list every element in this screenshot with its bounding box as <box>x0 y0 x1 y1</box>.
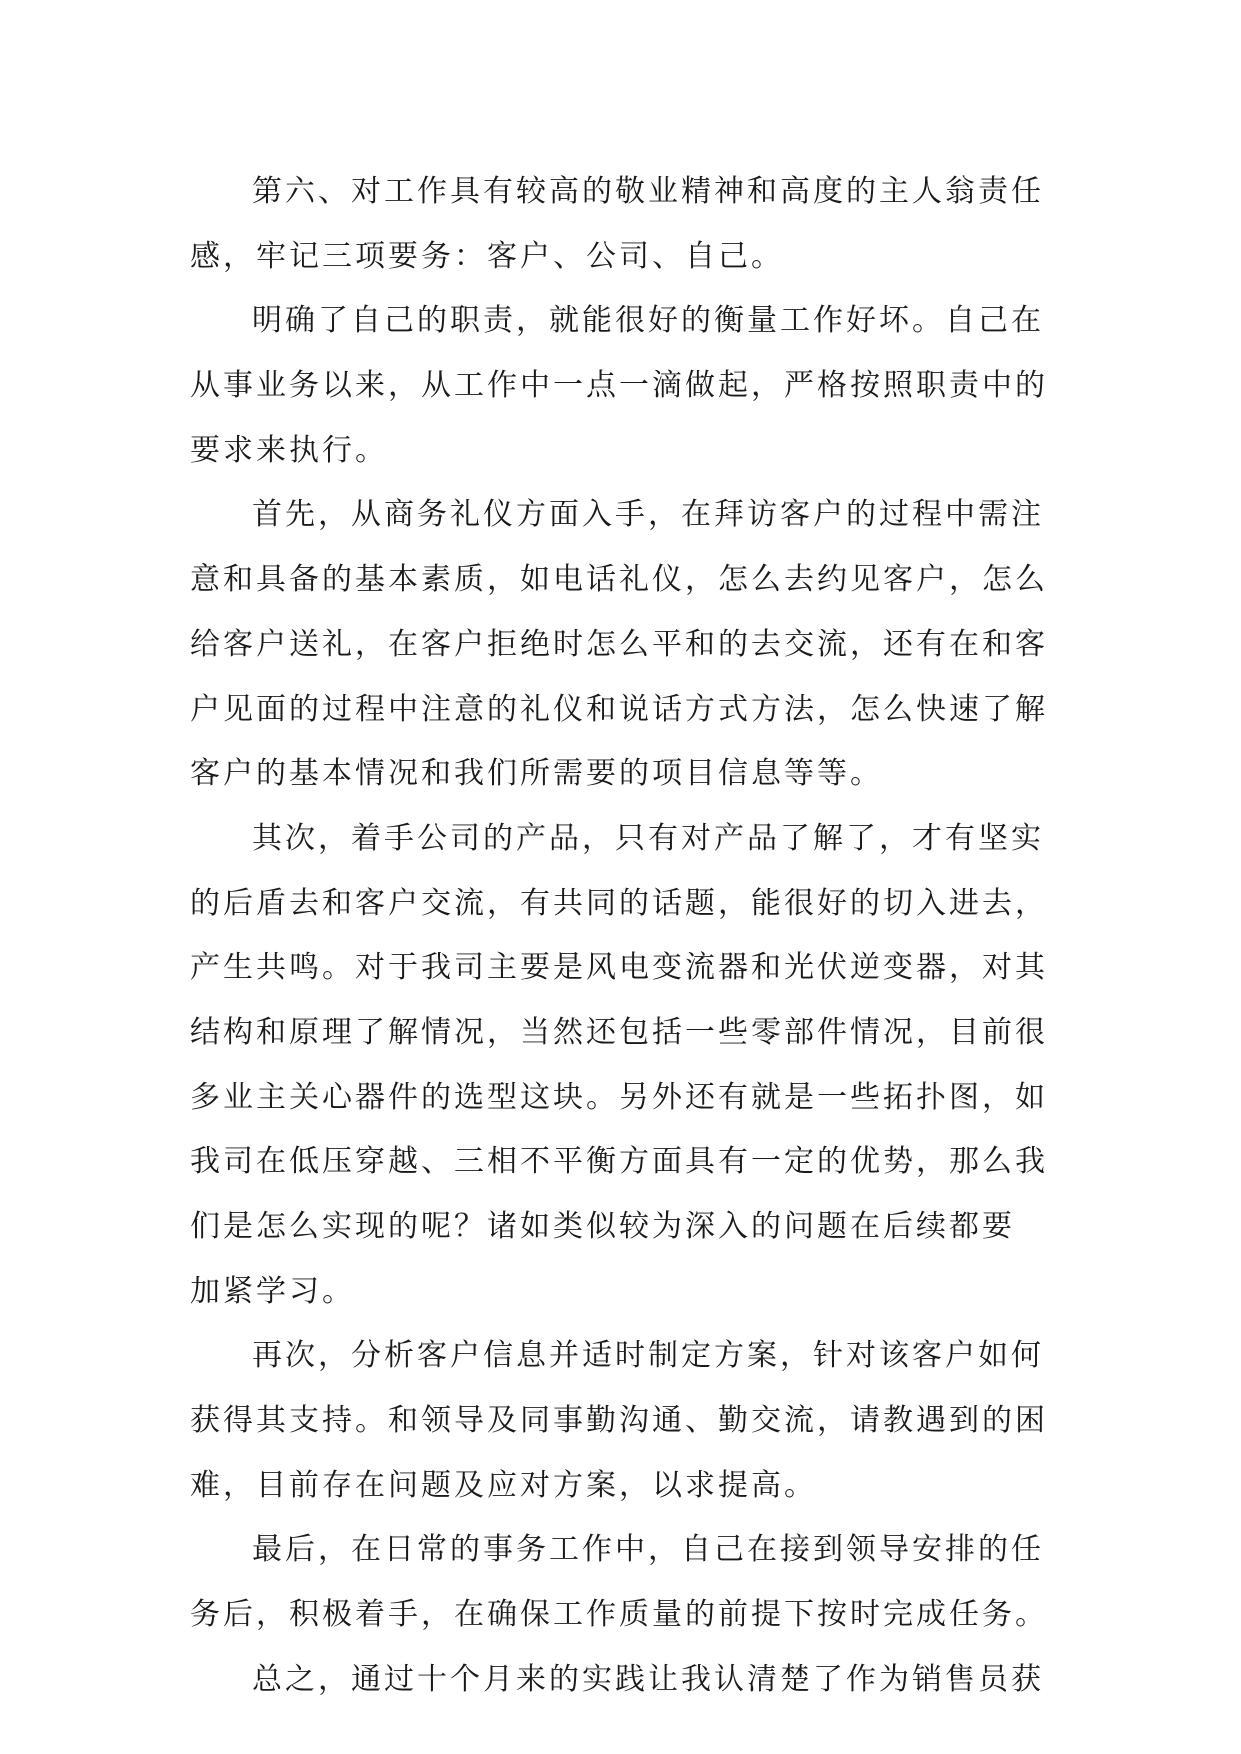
text-line: 再次，分析客户信息并适时制定方案，针对该客户如何 <box>252 1338 1044 1374</box>
paragraph <box>190 1648 1070 1713</box>
text-line: 的后盾去和客户交流，有共同的话题，能很好的切入进去， <box>190 885 1048 921</box>
text-line: 从事业务以来，从工作中一点一滴做起，严格按照职责中的 <box>190 368 1048 404</box>
paragraph <box>190 1324 1070 1518</box>
text-line: 第六、对工作具有较高的敬业精神和高度的主人翁责任 <box>252 174 1044 209</box>
text-line: 其次，着手公司的产品，只有对产品了解了，才有坚实 <box>252 820 1044 856</box>
paragraph <box>190 483 1070 806</box>
text-line: 总之，通过十个月来的实践让我认清楚了作为销售员获 <box>252 1661 1044 1697</box>
paragraph <box>190 289 1070 483</box>
text-line: 感，牢记三项要务：客户、公司、自己。 <box>190 238 784 274</box>
text-line: 意和具备的基本素质，如电话礼仪，怎么去约见客户，怎么 <box>190 562 1048 598</box>
text-line: 首先，从商务礼仪方面入手，在拜访客户的过程中需注 <box>252 497 1044 533</box>
text-line: 务后，积极着手，在确保工作质量的前提下按时完成任务。 <box>190 1597 1048 1633</box>
text-line: 最后，在日常的事务工作中，自己在接到领导安排的任 <box>252 1532 1044 1568</box>
text-line: 给客户送礼，在客户拒绝时怎么平和的去交流，还有在和客 <box>190 626 1048 662</box>
text-line: 获得其支持。和领导及同事勤沟通、勤交流，请教遇到的困 <box>190 1403 1048 1439</box>
text-line: 难，目前存在问题及应对方案，以求提高。 <box>190 1467 817 1503</box>
text-line: 要求来执行。 <box>190 432 388 468</box>
paragraph <box>190 160 1070 289</box>
text-line: 明确了自己的职责，就能很好的衡量工作好坏。自己在 <box>252 303 1044 339</box>
document-body <box>190 160 1070 1713</box>
paragraph <box>190 807 1070 1325</box>
text-line: 户见面的过程中注意的礼仪和说话方式方法，怎么快速了解 <box>190 691 1048 727</box>
text-line: 多业主关心器件的选型这块。另外还有就是一些拓扑图，如 <box>190 1079 1048 1115</box>
text-line: 们是怎么实现的呢？诸如类似较为深入的问题在后续都要 <box>190 1209 1015 1244</box>
text-line: 加紧学习。 <box>190 1273 355 1309</box>
paragraph <box>190 1518 1070 1647</box>
text-line: 客户的基本情况和我们所需要的项目信息等等。 <box>190 756 883 792</box>
text-line: 结构和原理了解情况，当然还包括一些零部件情况，目前很 <box>190 1014 1048 1050</box>
text-line: 产生共鸣。对于我司主要是风电变流器和光伏逆变器，对其 <box>190 950 1048 986</box>
text-line: 我司在低压穿越、三相不平衡方面具有一定的优势，那么我 <box>190 1144 1048 1180</box>
